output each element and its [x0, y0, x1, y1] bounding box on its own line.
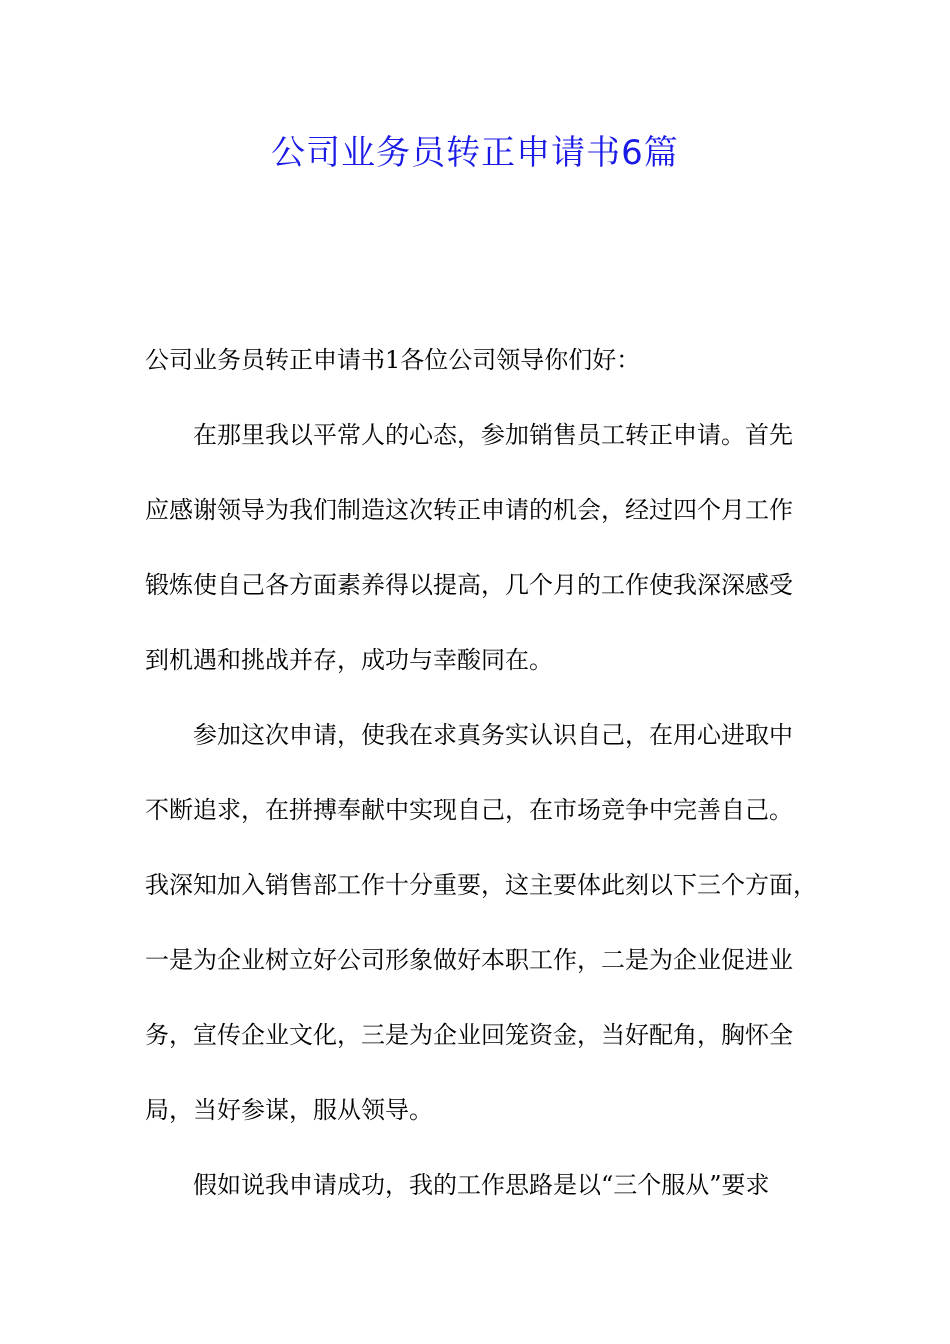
text-line: 参加这次申请，使我在求真务实认识自己，在用心进取中: [193, 721, 793, 749]
text-line: 我深知加入销售部工作十分重要，这主要体此刻以下三个方面，: [145, 871, 817, 899]
text-line: 在那里我以平常人的心态，参加销售员工转正申请。首先: [193, 421, 793, 449]
page-title: 公司业务员转正申请书6篇: [271, 133, 679, 173]
text-line: 应感谢领导为我们制造这次转正申请的机会，经过四个月工作: [145, 496, 793, 524]
text-line: 务，宣传企业文化，三是为企业回笼资金，当好配角，胸怀全: [145, 1021, 793, 1049]
text-line: 公司业务员转正申请书1各位公司领导你们好：: [145, 346, 641, 374]
text-line: 一是为企业树立好公司形象做好本职工作，二是为企业促进业: [145, 946, 793, 974]
text-line: 锻炼使自己各方面素养得以提高，几个月的工作使我深深感受: [145, 571, 793, 599]
text-line: 局，当好参谋，服从领导。: [145, 1096, 433, 1124]
text-line: 到机遇和挑战并存，成功与幸酸同在。: [145, 646, 553, 674]
text-line: 假如说我申请成功，我的工作思路是以“三个服从”要求: [193, 1171, 770, 1199]
text-line: 不断追求，在拼搏奉献中实现自己，在市场竞争中完善自己。: [145, 796, 793, 824]
